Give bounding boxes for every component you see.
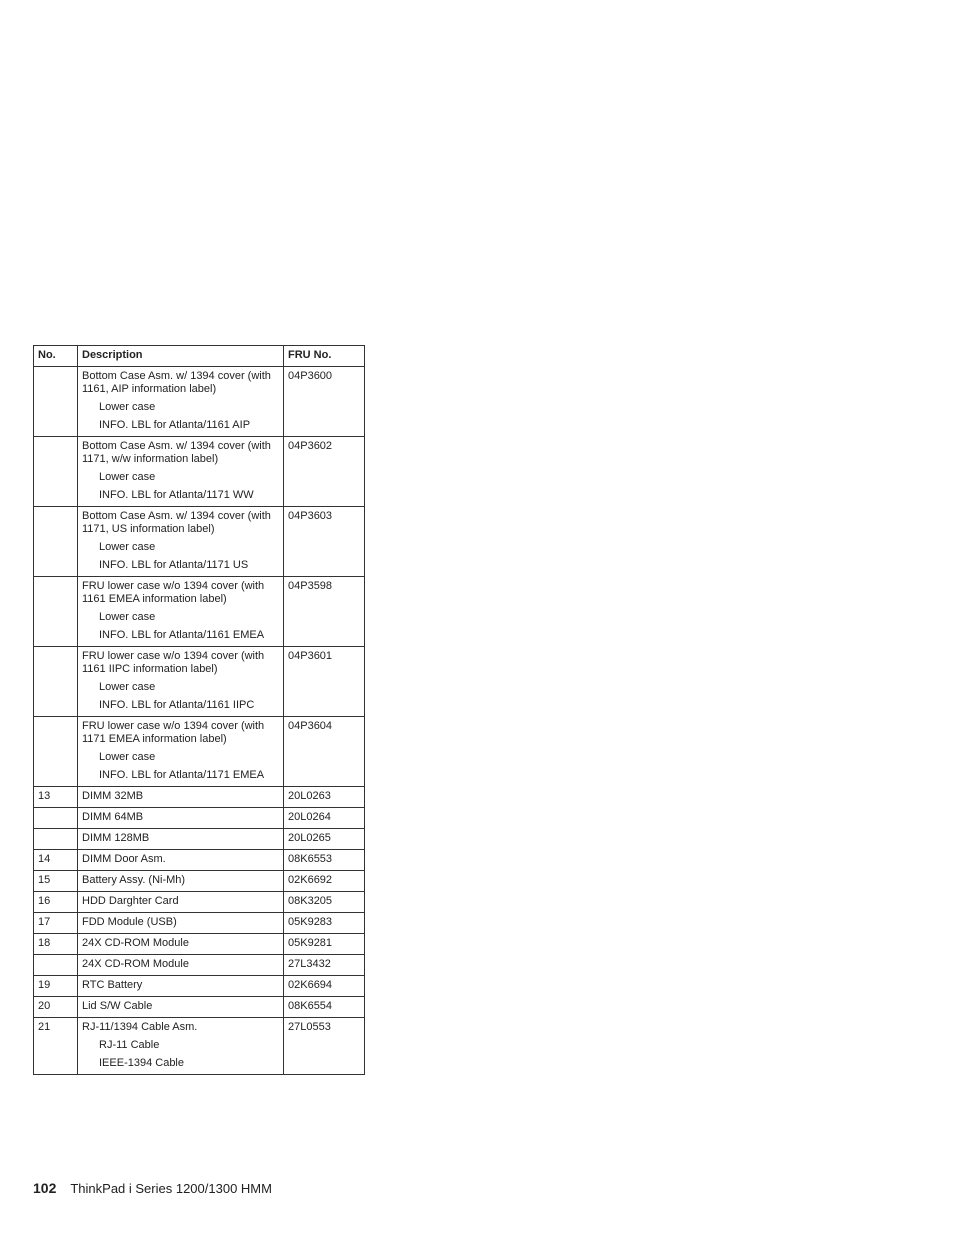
sub-item-text: INFO. LBL for Atlanta/1161 AIP <box>99 419 251 431</box>
sub-item-text: Lower case <box>99 751 156 763</box>
table-row <box>34 892 365 913</box>
sub-item-text: INFO. LBL for Atlanta/1161 EMEA <box>99 629 265 641</box>
page-footer <box>33 1180 272 1197</box>
cell-no <box>34 367 78 437</box>
description-text: 24X CD-ROM Module <box>82 937 189 949</box>
fru-parts-table <box>33 345 365 1075</box>
table-row <box>34 997 365 1018</box>
table-row <box>34 934 365 955</box>
table-row <box>34 829 365 850</box>
table-header-row <box>34 346 365 367</box>
description-text: RTC Battery <box>82 979 143 991</box>
table-row <box>34 955 365 976</box>
cell-no <box>34 955 78 976</box>
cell-description <box>78 913 284 934</box>
cell-no: 14 <box>34 850 78 871</box>
cell-fru-no: 20L0264 <box>284 808 365 829</box>
cell-fru-no: 08K6554 <box>284 997 365 1018</box>
cell-description <box>78 829 284 850</box>
description-text: DIMM Door Asm. <box>82 853 166 865</box>
table-row <box>34 976 365 997</box>
table-row <box>34 1018 365 1075</box>
cell-no <box>34 808 78 829</box>
cell-no: 17 <box>34 913 78 934</box>
description-text: DIMM 32MB <box>82 790 144 802</box>
cell-fru-no: 27L3432 <box>284 955 365 976</box>
cell-fru-no: 04P3604 <box>284 717 365 787</box>
description-text: FRU lower case w/o 1394 cover (with 1161 IIPC information label) <box>82 650 265 675</box>
table-row <box>34 367 365 437</box>
cell-description <box>78 934 284 955</box>
cell-fru-no: 04P3601 <box>284 647 365 717</box>
cell-fru-no: 02K6694 <box>284 976 365 997</box>
cell-fru-no: 04P3600 <box>284 367 365 437</box>
table-row <box>34 808 365 829</box>
sub-item-text: Lower case <box>99 471 156 483</box>
table-row <box>34 437 365 507</box>
table-row <box>34 850 365 871</box>
cell-no <box>34 717 78 787</box>
table-row <box>34 577 365 647</box>
cell-fru-no: 04P3602 <box>284 437 365 507</box>
cell-no: 13 <box>34 787 78 808</box>
sub-item-text: Lower case <box>99 681 156 693</box>
description-text: FRU lower case w/o 1394 cover (with 1161 EMEA information label) <box>82 580 265 605</box>
description-text: Bottom Case Asm. w/ 1394 cover (with 1171, US information label) <box>82 510 271 535</box>
cell-fru-no: 02K6692 <box>284 871 365 892</box>
cell-fru-no: 08K3205 <box>284 892 365 913</box>
cell-description <box>78 808 284 829</box>
sub-item-text: RJ-11 Cable <box>99 1039 160 1051</box>
cell-fru-no: 04P3603 <box>284 507 365 577</box>
cell-no: 15 <box>34 871 78 892</box>
cell-fru-no: 20L0263 <box>284 787 365 808</box>
description-text: DIMM 128MB <box>82 832 150 844</box>
cell-fru-no: 04P3598 <box>284 577 365 647</box>
description-text: Bottom Case Asm. w/ 1394 cover (with 1161, AIP information label) <box>82 370 271 395</box>
table-row <box>34 913 365 934</box>
description-text: Lid S/W Cable <box>82 1000 153 1012</box>
cell-description <box>78 787 284 808</box>
cell-no: 21 <box>34 1018 78 1075</box>
cell-description <box>78 976 284 997</box>
sub-item-text: IEEE-1394 Cable <box>99 1057 184 1069</box>
table-row <box>34 787 365 808</box>
description-text: Bottom Case Asm. w/ 1394 cover (with 1171, w/w information label) <box>82 440 271 465</box>
cell-description <box>78 437 284 507</box>
cell-no: 18 <box>34 934 78 955</box>
sub-item-text: Lower case <box>99 611 156 623</box>
cell-no <box>34 577 78 647</box>
table-row <box>34 717 365 787</box>
sub-item-text: INFO. LBL for Atlanta/1171 US <box>99 559 249 571</box>
cell-fru-no: 27L0553 <box>284 1018 365 1075</box>
header-description: Description <box>78 346 284 367</box>
description-text: 24X CD-ROM Module <box>82 958 189 970</box>
page-number: 102 <box>33 1180 57 1196</box>
table-row <box>34 507 365 577</box>
cell-no: 19 <box>34 976 78 997</box>
cell-no <box>34 437 78 507</box>
cell-no <box>34 829 78 850</box>
description-text: Battery Assy. (Ni-Mh) <box>82 874 186 886</box>
cell-description <box>78 955 284 976</box>
sub-item-text: Lower case <box>99 541 156 553</box>
table-row <box>34 871 365 892</box>
description-text: FDD Module (USB) <box>82 916 177 928</box>
cell-fru-no: 08K6553 <box>284 850 365 871</box>
sub-item-text: INFO. LBL for Atlanta/1161 IIPC <box>99 699 255 711</box>
cell-fru-no: 05K9281 <box>284 934 365 955</box>
cell-description <box>78 871 284 892</box>
description-text: FRU lower case w/o 1394 cover (with 1171 EMEA information label) <box>82 720 265 745</box>
cell-no: 20 <box>34 997 78 1018</box>
cell-description <box>78 1018 284 1075</box>
cell-description <box>78 892 284 913</box>
cell-description <box>78 997 284 1018</box>
document-title: ThinkPad i Series 1200/1300 HMM <box>70 1181 272 1196</box>
cell-description <box>78 717 284 787</box>
cell-description <box>78 507 284 577</box>
cell-no: 16 <box>34 892 78 913</box>
description-text: DIMM 64MB <box>82 811 144 823</box>
sub-item-text: INFO. LBL for Atlanta/1171 WW <box>99 489 254 501</box>
sub-item-text: INFO. LBL for Atlanta/1171 EMEA <box>99 769 265 781</box>
cell-description <box>78 647 284 717</box>
table-body <box>34 367 365 1075</box>
cell-no <box>34 507 78 577</box>
cell-description <box>78 367 284 437</box>
cell-no <box>34 647 78 717</box>
cell-description <box>78 850 284 871</box>
cell-description <box>78 577 284 647</box>
cell-fru-no: 20L0265 <box>284 829 365 850</box>
header-fru-no: FRU No. <box>284 346 365 367</box>
header-no: No. <box>34 346 78 367</box>
sub-item-text: Lower case <box>99 401 156 413</box>
description-text: HDD Darghter Card <box>82 895 179 907</box>
description-text: RJ-11/1394 Cable Asm. <box>82 1021 198 1033</box>
cell-fru-no: 05K9283 <box>284 913 365 934</box>
table-row <box>34 647 365 717</box>
